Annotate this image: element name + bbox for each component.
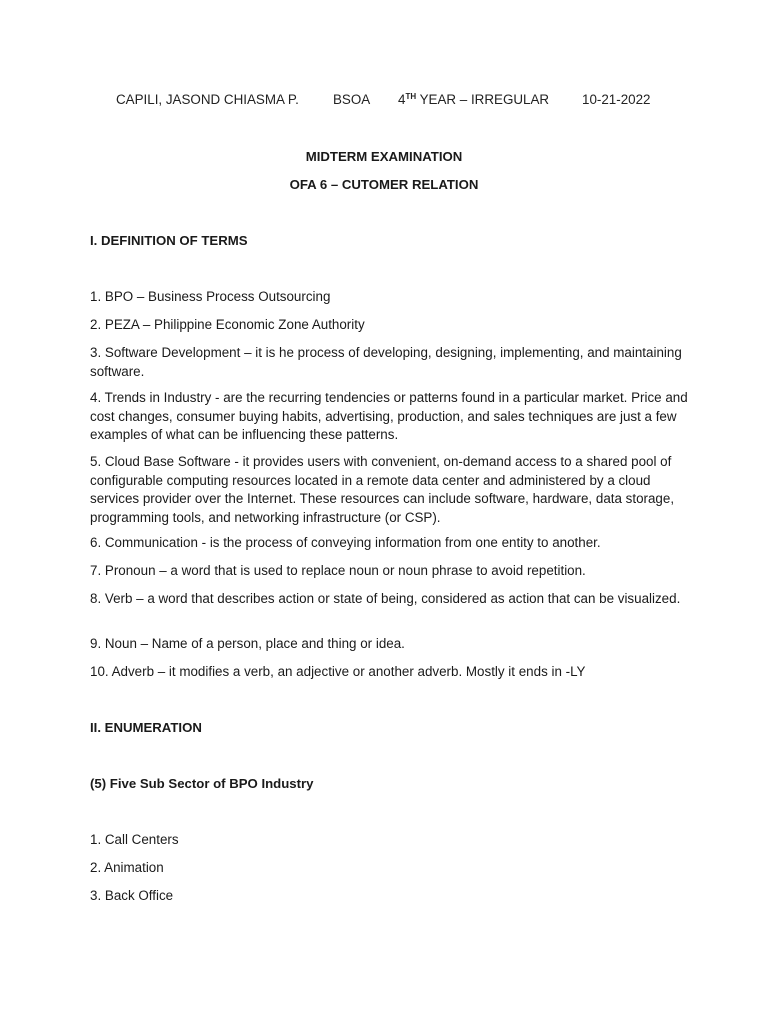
subject-title: OFA 6 – CUTOMER RELATION: [289, 177, 479, 192]
year-suffix: TH: [405, 92, 417, 101]
year-rest: YEAR – IRREGULAR: [416, 92, 550, 107]
exam-date: 10-21-2022: [582, 92, 651, 107]
enumeration-item: 2. Animation: [90, 860, 164, 875]
year-number: 4: [398, 92, 406, 107]
definition-item: 6. Communication - is the process of conveying information from one entity to another.: [90, 535, 601, 550]
definition-item: 1. BPO – Business Process Outsourcing: [90, 289, 331, 304]
student-info-line: [0, 92, 768, 112]
definition-item: 8. Verb – a word that describes action or state of being, considered as action that can be visualized.: [90, 591, 681, 606]
enumeration-item: 1. Call Centers: [90, 832, 179, 847]
definition-item: 9. Noun – Name of a person, place and thing or idea.: [90, 636, 405, 651]
definition-item: 2. PEZA – Philippine Economic Zone Authority: [90, 317, 365, 332]
definition-item: 3. Software Development – it is he process of developing, designing, implementing, and maintaining software.: [90, 345, 682, 379]
section-heading-enumeration: II. ENUMERATION: [90, 720, 202, 735]
student-name: CAPILI, JASOND CHIASMA P.: [116, 92, 299, 107]
definition-item: 4. Trends in Industry - are the recurring tendencies or patterns found in a particular market. Price and cost changes, consumer buying habits, advertising, production, and sales techniques are just a few examples of what can be influencing these patterns.: [90, 390, 688, 442]
student-year: [398, 92, 549, 107]
student-course: BSOA: [333, 92, 371, 107]
enumeration-item: 3. Back Office: [90, 888, 174, 903]
definition-item: 5. Cloud Base Software - it provides users with convenient, on-demand access to a shared pool of configurable computing resources located in a remote data center and administered by a cloud services provider over the Internet. These resources can include software, hardware, data storage, programming tools, and networking infrastructure (or CSP).: [90, 454, 675, 525]
enumeration-subheading: (5) Five Sub Sector of BPO Industry: [90, 776, 314, 791]
definition-item: 7. Pronoun – a word that is used to replace noun or noun phrase to avoid repetition.: [90, 563, 586, 578]
definition-item: 10. Adverb – it modifies a verb, an adjective or another adverb. Mostly it ends in -LY: [90, 664, 586, 679]
exam-title: MIDTERM EXAMINATION: [305, 149, 463, 164]
section-heading-definitions: I. DEFINITION OF TERMS: [90, 233, 248, 248]
